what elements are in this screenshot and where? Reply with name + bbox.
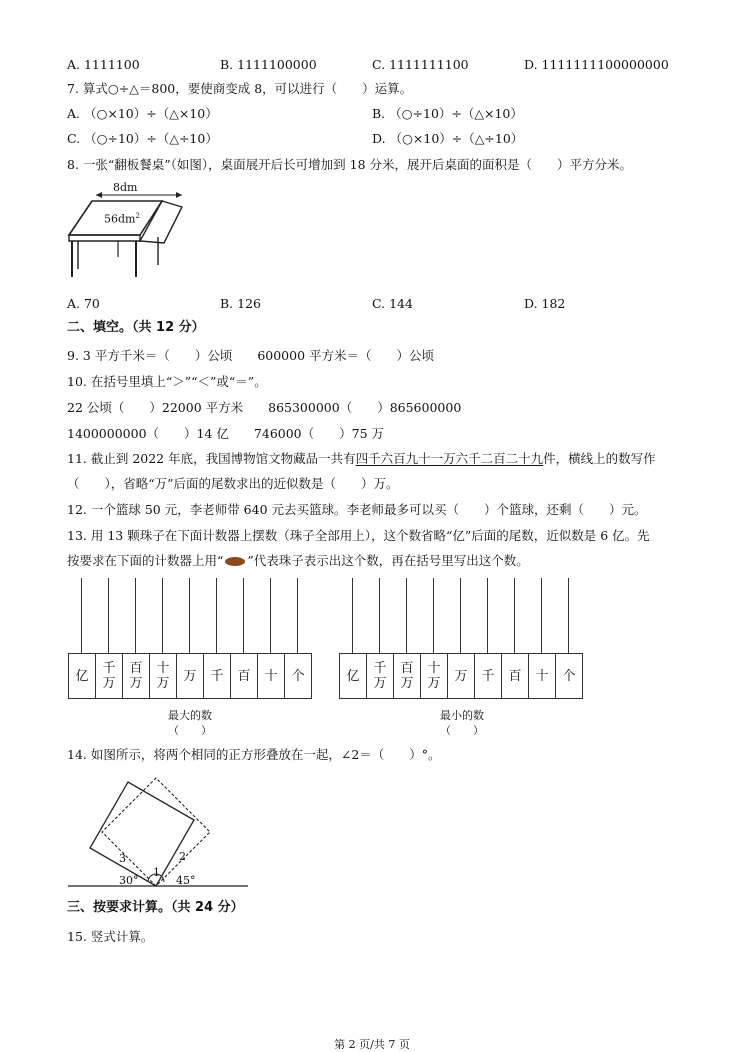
q9: 9. 3 平方千米＝（ ）公顷 600000 平方米＝（ ）公顷 — [67, 348, 435, 363]
q10-row2: 1400000000（ ）14 亿 746000（ ）75 万 — [67, 426, 385, 441]
place-qianwan: 千 万 — [96, 654, 123, 698]
place-qianwan: 千 万 — [367, 654, 394, 698]
q6-option-b: B. 1111100000 — [220, 57, 317, 72]
place-ge: 个 — [291, 668, 305, 684]
place-shi: 十 — [258, 654, 285, 698]
angle-1-label: 1 — [153, 866, 160, 879]
q8-option-b: B. 126 — [220, 296, 261, 311]
q15: 15. 竖式计算。 — [67, 929, 154, 944]
place-qian: 千 — [475, 654, 502, 698]
q11-line2: （ ），省略“万”后面的尾数求出的近似数是（ ）万。 — [67, 476, 399, 491]
q7-option-b: B. （○÷10）÷（△×10） — [372, 106, 523, 121]
q13-line2: 按要求在下面的计数器上用“ ”代表珠子表示出这个数，再在括号里写出这个数。 — [67, 553, 529, 568]
q6-option-a: A. 1111100 — [67, 57, 140, 72]
page-footer: 第 2 页/共 7 页 — [334, 1038, 410, 1051]
q7-option-c: C. （○÷10）÷（△÷10） — [67, 131, 218, 146]
place-ge: 个 — [562, 668, 576, 684]
caption-smallest: 最小的数 — [440, 709, 484, 722]
overlapping-squares-figure — [66, 770, 256, 890]
q13-line1: 13. 用 13 颗珠子在下面计数器上摆数（珠子全部用上），这个数省略“亿”后面的尾数，近似数是 6 亿。先 — [67, 528, 650, 543]
table-area-label: $56dm^2$ — [104, 212, 140, 226]
q7-option-d: D. （○×10）÷（△÷10） — [372, 131, 524, 146]
place-baiwan: 百 万 — [123, 654, 150, 698]
q8-stem: 8. 一张“翻板餐桌”（如图），桌面展开后长可增加到 18 分米，展开后桌面的面积是（ ）平方分米。 — [67, 157, 633, 172]
answer-paren-smallest: （ ） — [440, 724, 484, 737]
q10-stem: 10. 在括号里填上“＞”“＜”或“＝”。 — [67, 374, 267, 389]
q12: 12. 一个篮球 50 元，李老师带 640 元去买篮球。李老师最多可以买（ ）个篮球，还剩（ ）元。 — [67, 502, 647, 517]
q8-option-d: D. 182 — [524, 296, 566, 311]
q8-option-c: C. 144 — [372, 296, 413, 311]
section-2-heading: 二、填空。（共 12 分） — [67, 320, 205, 335]
place-wan: 万 — [177, 654, 204, 698]
place-shi: 十 — [529, 654, 556, 698]
place-shiwan: 十 万 — [150, 654, 177, 698]
place-bai: 百 — [502, 654, 529, 698]
caption-largest: 最大的数 — [168, 709, 212, 722]
q11-line1: 11. 截止到 2022 年底，我国博物馆文物藏品一共有四千六百九十一万六千二百二十九件，横线上的数写作 — [67, 451, 656, 466]
place-baiwan: 百 万 — [394, 654, 421, 698]
q10-row1: 22 公顷（ ）22000 平方米 865300000（ ）865600000 — [67, 400, 462, 415]
angle-45-label: 45° — [176, 874, 196, 887]
place-shiwan: 十 万 — [421, 654, 448, 698]
q6-option-c: C. 1111111100 — [372, 57, 469, 72]
place-wan: 万 — [448, 654, 475, 698]
q7-option-a: A. （○×10）÷（△×10） — [67, 106, 218, 121]
angle-30-label: 30° — [119, 874, 139, 887]
q8-option-a: A. 70 — [67, 296, 100, 311]
bead-icon — [225, 557, 245, 566]
q14-stem: 14. 如图所示，将两个相同的正方形叠放在一起，∠2＝（ ）°。 — [67, 747, 441, 762]
q7-stem: 7. 算式○÷△＝800，要使商变成 8，可以进行（ ）运算。 — [67, 81, 413, 96]
angle-2-label: 2 — [179, 850, 186, 863]
q11-underlined-number: 四千六百九十一万六千二百二十九 — [355, 451, 544, 466]
place-yi: 亿 — [69, 654, 96, 698]
section-3-heading: 三、按要求计算。（共 24 分） — [67, 900, 244, 915]
table-width-label: 8dm — [113, 181, 138, 194]
place-yi: 亿 — [340, 654, 367, 698]
answer-paren-largest: （ ） — [168, 724, 212, 737]
q6-option-d: D. 1111111100000000 — [524, 57, 669, 72]
place-bai: 百 — [231, 654, 258, 698]
place-qian: 千 — [204, 654, 231, 698]
angle-3-label: 3 — [119, 852, 126, 865]
